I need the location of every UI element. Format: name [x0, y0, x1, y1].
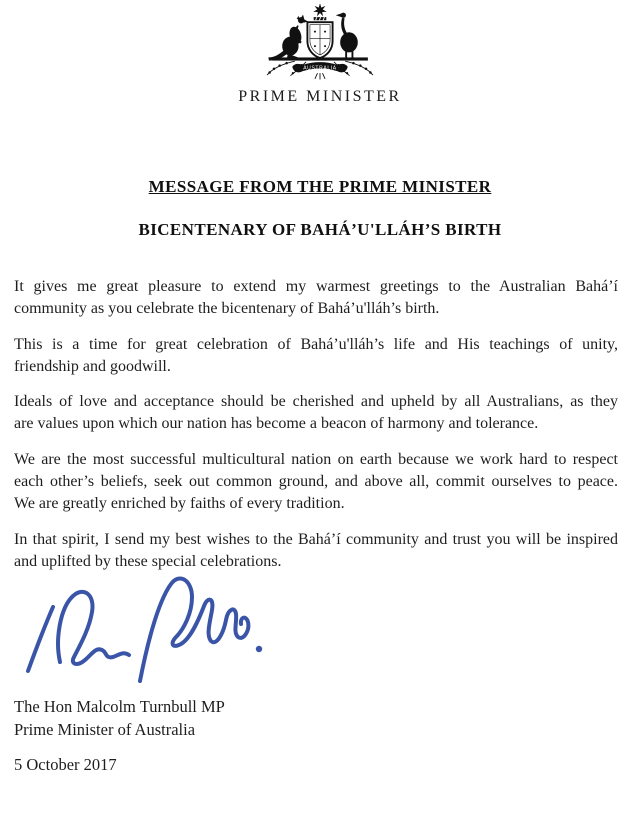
paragraph-line: We are the most successful multicultural nation on earth because we work hard to respect [14, 450, 618, 468]
paragraph-line: each other’s beliefs, seek out common ground, and above all, commit ourselves to peace. [14, 473, 618, 491]
emu-icon [336, 13, 358, 60]
letter-date: 5 October 2017 [14, 755, 117, 774]
kangaroo-icon [268, 15, 308, 61]
paragraph-line: friendship and goodwill. [14, 357, 171, 375]
paragraph-line: It gives me great pleasure to extend my warmest greetings to the Australian Bahá’í [14, 278, 618, 295]
paragraph-line: and uplifted by these special celebrations. [14, 552, 282, 570]
paragraph-line: community as you celebrate the bicentenary of Bahá’u'lláh’s birth. [14, 300, 440, 318]
paragraph [14, 276, 618, 321]
paragraph-line: This is a time for great celebration of Bahá’u'lláh’s life and His teachings of unity, [14, 335, 618, 353]
letter-body [14, 276, 618, 586]
paragraph-line: We are greatly enriched by faiths of every tradition. [14, 495, 345, 513]
signoff-title: Prime Minister of Australia [14, 719, 196, 739]
banner-text: AUSTRALIA [303, 65, 337, 72]
paragraph [14, 334, 618, 379]
signoff-block [14, 696, 225, 741]
australian-coat-of-arms-icon [257, 2, 383, 82]
paragraph [14, 391, 618, 436]
commonwealth-star-icon [313, 3, 326, 16]
signature-malcolm-turnbull [18, 574, 268, 689]
paragraph [14, 449, 618, 516]
paragraph-line: are values upon which our nation has become a beacon of harmony and tolerance. [14, 415, 539, 433]
organization-label: PRIME MINISTER [238, 88, 402, 105]
letter-heading: MESSAGE FROM THE PRIME MINISTER [148, 177, 492, 196]
paragraph-line: In that spirit, I send my best wishes to the Bahá’í community and trust you will be inspired [14, 530, 618, 548]
paragraph [14, 529, 618, 574]
paragraph-line: Ideals of love and acceptance should be cherished and upheld by all Australians, as they [14, 393, 618, 411]
letter-subheading: BICENTENARY OF BAHÁ’U'LLÁH’S BIRTH [138, 220, 502, 239]
signoff-name: The Hon Malcolm Turnbull MP [14, 697, 225, 716]
